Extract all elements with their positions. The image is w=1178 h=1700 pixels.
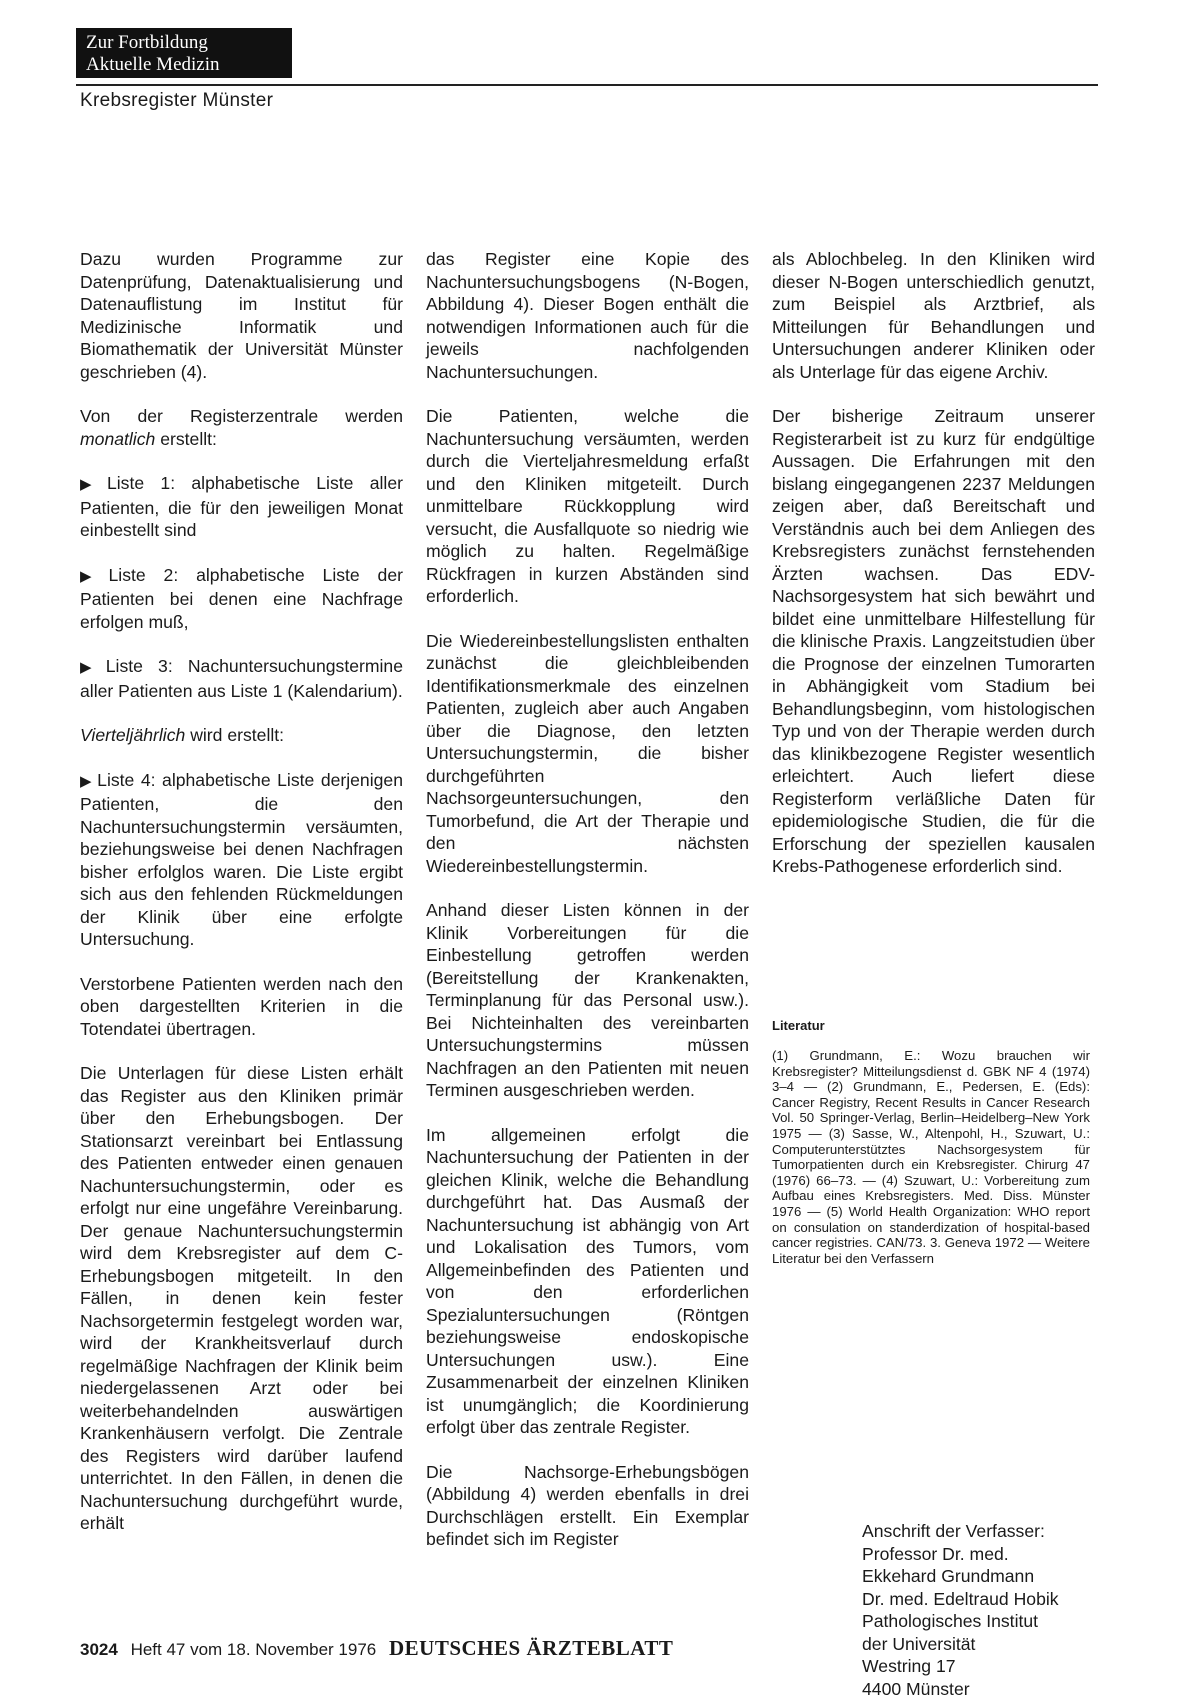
section-label-line1: Zur Fortbildung — [86, 32, 292, 54]
address-line: der Universität — [862, 1633, 1059, 1656]
list-item: ▶ Liste 3: Nachuntersuchungstermine aller Patienten aus Liste 1 (Kalendarium). — [80, 655, 403, 702]
list-item: ▶ Liste 4: alphabetische Liste derjenigen Patienten, die den Nachuntersuchungstermin versäumten, beziehungsweise bei denen Nachfragen bisher erfolglos waren. Die Liste ergibt sich aus den fehlenden Rückmeldungen der Klinik über eine erfolgte Untersuchung. — [80, 769, 403, 951]
paragraph: das Register eine Kopie des Nachuntersuchungsbogens (N-Bogen, Abbildung 4). Dieser Bogen enthält die notwendigen Informationen auch für die jeweils nachfolgenden Nachuntersuchungen. — [426, 248, 749, 383]
address-line: Professor Dr. med. — [862, 1543, 1059, 1566]
journal-masthead: DEUTSCHES ÄRZTEBLATT — [389, 1636, 673, 1660]
paragraph: Dazu wurden Programme zur Datenprüfung, Datenaktualisierung und Datenauflistung im Institut für Medizinische Informatik und Biomathematik der Universität Münster geschrieben (4). — [80, 248, 403, 383]
list-item: ▶ Liste 1: alphabetische Liste aller Patienten, die für den jeweiligen Monat einbestellt sind — [80, 472, 403, 542]
page-number: 3024 — [80, 1640, 118, 1659]
list-item: ▶ Liste 2: alphabetische Liste der Patienten bei denen eine Nachfrage erfolgen muß, — [80, 564, 403, 634]
section-label-box — [76, 28, 292, 78]
issue-info: Heft 47 vom 18. November 1976 — [131, 1640, 377, 1659]
page-footer — [80, 1636, 673, 1661]
address-line: Anschrift der Verfasser: — [862, 1520, 1059, 1543]
paragraph: Die Wiedereinbestellungslisten enthalten zunächst die gleichbleibenden Identifikationsmerkmale des einzelnen Patienten, zugleich aber auch Angaben über die Diagnose, den letzten Untersuchungstermin, die bisher durchgeführten Nachsorgeuntersuchungen, den Tumorbefund, die Art der Therapie und den nächsten Wiedereinbestellungstermin. — [426, 630, 749, 878]
literature-heading: Literatur — [772, 1018, 825, 1033]
paragraph: Anhand dieser Listen können in der Klinik Vorbereitungen für die Einbestellung getroffen werden (Bereitstellung der Krankenakten, Terminplanung für das Personal usw.). Bei Nichteinhalten des vereinbarten Untersuchungstermins müssen Nachfragen an den Patienten mit neuen Terminen ausgeschrieben werden. — [426, 899, 749, 1102]
text-column-1 — [80, 248, 403, 1557]
paragraph: Die Unterlagen für diese Listen erhält das Register aus den Kliniken primär über den Erhebungsbogen. Der Stationsarzt vereinbart bei Entlassung des Patienten entweder einen genauen Nachuntersuchungstermin, oder es erfolgt nur eine ungefähre Vereinbarung. Der genaue Nachuntersuchungstermin wird dem Krebsregister auf dem C-Erhebungsbogen mitgeteilt. In den Fällen, in denen kein fester Nachsorgetermin festgelegt worden war, wird der Krankheitsverlauf durch regelmäßige Nachfragen der Klinik beim niedergelassenen Arzt oder bei weiterbehandelnden auswärtigen Krankenhäusern verfolgt. Die Zentrale des Registers wird darüber laufend unterrichtet. In den Fällen, in denen die Nachuntersuchung durchgeführt wurde, erhält — [80, 1062, 403, 1535]
paragraph: Die Patienten, welche die Nachuntersuchung versäumten, werden durch die Vierteljahresmeldung erfaßt und den Kliniken mitgeteilt. Durch unmittelbare Rückkopplung wird versucht, die Ausfallquote so niedrig wie möglich zu halten. Regelmäßige Rückfragen in kurzen Abständen sind erforderlich. — [426, 405, 749, 608]
paragraph: Vierteljährlich wird erstellt: — [80, 724, 403, 747]
paragraph: Verstorbene Patienten werden nach den oben dargestellten Kriterien in die Totendatei übertragen. — [80, 973, 403, 1041]
text-column-2 — [426, 248, 749, 1573]
section-label-line2: Aktuelle Medizin — [86, 54, 292, 76]
literature-references: (1) Grundmann, E.: Wozu brauchen wir Krebsregister? Mitteilungsdienst d. GBK NF 4 (1974) 3–4 — (2) Grundmann, E., Pedersen, E. (Eds): Cancer Registry, Recent Results in Cancer Research Vol. 50 Springer-Verlag, Berlin–Heidelberg–New York 1975 — (3) Sasse, W., Altenpohl, H., Szuwart, U.: Computerunterstütztes Nachsorgesystem für Tumorpatienten durch ein Krebsregister. Chirurg 47 (1976) 66–73. — (4) Szuwart, U.: Vorbereitung zum Aufbau eines Krebsregisters. Med. Diss. Münster 1976 — (5) World Health Organization: WHO report on consulation on standerdization of hospital-based cancer registries. CAN/73. 3. Geneva 1972 — Weitere Literatur bei den Verfassern — [772, 1048, 1090, 1266]
triangle-bullet-icon: ▶ — [80, 773, 93, 790]
header-divider — [76, 84, 1098, 86]
address-line: Dr. med. Edeltraud Hobik — [862, 1588, 1059, 1611]
author-address — [862, 1520, 1059, 1700]
paragraph: Der bisherige Zeitraum unserer Registerarbeit ist zu kurz für endgültige Aussagen. Die Erfahrungen mit den bislang eingegangenen 2237 Meldungen zeigen aber, daß Bereitschaft und Verständnis auch bei dem Anliegen des Krebsregisters zunächst fernstehenden Ärzten wachsen. Das EDV-Nachsorgesystem hat sich bewährt und bildet eine unmittelbare Hilfestellung für die klinische Praxis. Langzeitstudien über die Prognose der einzelnen Tumorarten in Abhängigkeit vom Stadium bei Behandlungsbeginn, vom histologischen Typ und von der Therapie werden durch das klinikbezogene Register wesentlich erleichtert. Auch liefert diese Registerform verläßliche Daten für epidemiologische Studien, die für die Erforschung der speziellen kausalen Krebs-Pathogenese erforderlich sind. — [772, 405, 1095, 878]
text-column-3 — [772, 248, 1095, 900]
paragraph: Von der Registerzentrale werden monatlich erstellt: — [80, 405, 403, 450]
address-line: Pathologisches Institut — [862, 1610, 1059, 1633]
address-line: Ekkehard Grundmann — [862, 1565, 1059, 1588]
running-title: Krebsregister Münster — [80, 90, 273, 112]
triangle-bullet-icon: ▶ — [80, 568, 105, 585]
triangle-bullet-icon: ▶ — [80, 659, 102, 676]
paragraph: als Ablochbeleg. In den Kliniken wird dieser N-Bogen unterschiedlich genutzt, zum Beispiel als Arztbrief, als Mitteilungen für Behandlungen und Untersuchungen anderer Kliniken oder als Unterlage für das eigene Archiv. — [772, 248, 1095, 383]
address-line: Westring 17 — [862, 1655, 1059, 1678]
triangle-bullet-icon: ▶ — [80, 476, 103, 493]
address-line: 4400 Münster — [862, 1678, 1059, 1700]
paragraph: Die Nachsorge-Erhebungsbögen (Abbildung 4) werden ebenfalls in drei Durchschlägen erstellt. Ein Exemplar befindet sich im Register — [426, 1461, 749, 1551]
paragraph: Im allgemeinen erfolgt die Nachuntersuchung der Patienten in der gleichen Klinik, welche die Behandlung durchgeführt hat. Das Ausmaß der Nachuntersuchung ist abhängig von Art und Lokalisation des Tumors, vom Allgemeinbefinden des Patienten und von den erforderlichen Spezialuntersuchungen (Röntgen beziehungsweise endoskopische Untersuchungen usw.). Eine Zusammenarbeit der einzelnen Kliniken ist unumgänglich; die Koordinierung erfolgt über das zentrale Register. — [426, 1124, 749, 1439]
